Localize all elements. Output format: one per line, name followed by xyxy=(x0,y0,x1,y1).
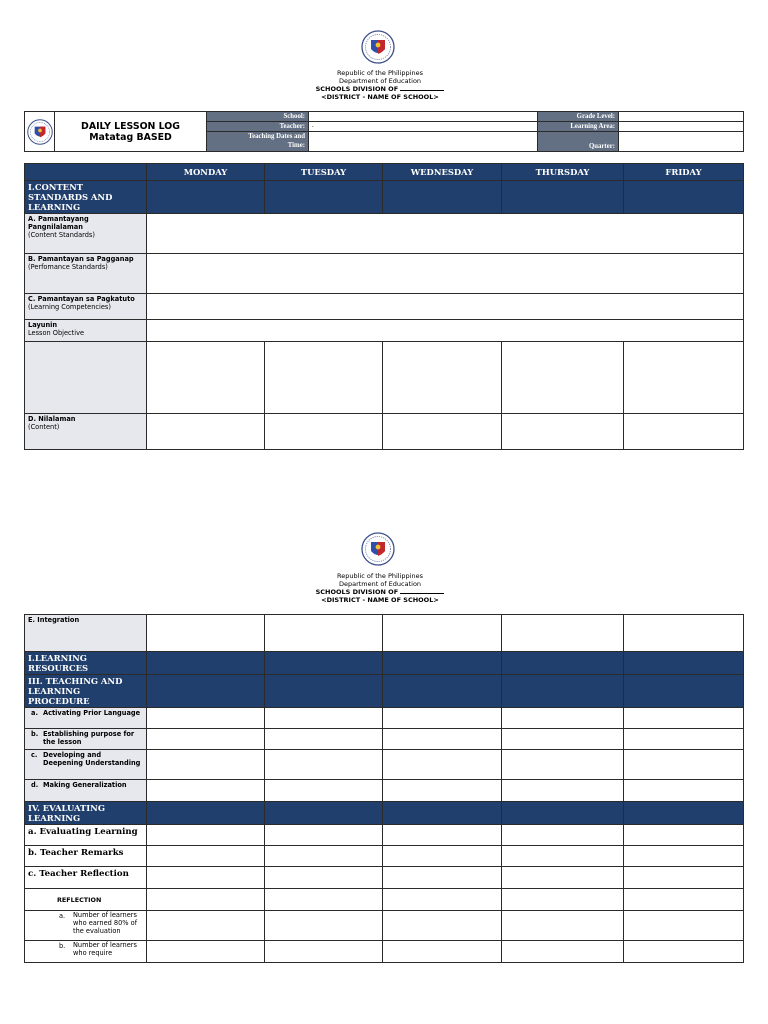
deped-seal-icon xyxy=(361,30,395,64)
cell-eval-b-wed[interactable] xyxy=(383,846,502,867)
cell-proc-d-fri[interactable] xyxy=(624,780,744,802)
department-text: Department of Education xyxy=(338,579,422,588)
cell-proc-a-tue[interactable] xyxy=(265,708,383,729)
cell-objective-wed[interactable] xyxy=(383,342,502,414)
refl-mark: b. xyxy=(59,942,66,950)
cell-proc-a-mon[interactable] xyxy=(147,708,265,729)
row-c-sub: (Learning Competencies) xyxy=(28,303,111,311)
dates-label-l1: Teaching Dates and xyxy=(248,133,305,140)
cell-proc-c-wed[interactable] xyxy=(383,750,502,780)
school-placeholder: <DISTRICT - NAME OF SCHOOL> xyxy=(321,595,439,604)
row-teacher-remarks: b. Teacher Remarks xyxy=(25,846,147,867)
cell-eval-b-fri[interactable] xyxy=(624,846,744,867)
content-standards-field[interactable] xyxy=(147,214,744,254)
proc-text: Developing and Deepening Understanding xyxy=(43,751,141,767)
cell-refl-a-wed[interactable] xyxy=(383,911,502,941)
info-logo xyxy=(25,112,55,152)
cell-eval-a-wed[interactable] xyxy=(383,825,502,846)
cell-eval-a-tue[interactable] xyxy=(265,825,383,846)
page2-header xyxy=(250,573,510,604)
cell-refl-b-mon[interactable] xyxy=(147,941,265,963)
refl-item-a xyxy=(25,911,147,941)
cell-content-wed[interactable] xyxy=(383,414,502,450)
row-b-title: B. Pamantayan sa Pagganap xyxy=(28,255,134,263)
school-placeholder: <DISTRICT - NAME OF SCHOOL> xyxy=(321,92,439,101)
row-b-sub: (Perfomance Standards) xyxy=(28,263,108,271)
row-c-title: C. Pamantayan sa Pagkatuto xyxy=(28,295,135,303)
proc-mark: b. xyxy=(31,730,39,738)
cell-eval-b-thu[interactable] xyxy=(502,846,624,867)
section-evaluating-learning: IV. EVALUATING LEARNING xyxy=(25,802,147,825)
cell-proc-d-wed[interactable] xyxy=(383,780,502,802)
school-field[interactable] xyxy=(309,112,538,122)
cell-refl-a-fri[interactable] xyxy=(624,911,744,941)
cell-proc-c-thu[interactable] xyxy=(502,750,624,780)
division-text: SCHOOLS DIVISION OF xyxy=(315,85,399,94)
row-a-sub: (Content Standards) xyxy=(28,231,95,239)
refl-mark: a. xyxy=(59,912,66,920)
log-table-page1 xyxy=(24,163,744,450)
day-friday: FRIDAY xyxy=(624,164,744,181)
cell-eval-c-tue[interactable] xyxy=(265,867,383,889)
grade-level-field[interactable] xyxy=(619,112,744,122)
info-table xyxy=(24,111,744,152)
teaching-dates-field[interactable] xyxy=(309,132,538,152)
row-content-standards xyxy=(25,214,147,254)
row-layunin-sub: Lesson Objective xyxy=(28,329,85,337)
quarter-field[interactable] xyxy=(619,132,744,152)
proc-mark: c. xyxy=(31,751,38,759)
republic-text: Republic of the Philippines xyxy=(337,572,423,580)
proc-establishing xyxy=(25,729,147,750)
proc-generalization xyxy=(25,780,147,802)
cell-content-mon[interactable] xyxy=(147,414,265,450)
cell-refl-b-thu[interactable] xyxy=(502,941,624,963)
refl-item-b xyxy=(25,941,147,963)
cell-proc-b-thu[interactable] xyxy=(502,729,624,750)
cell-objective-fri[interactable] xyxy=(624,342,744,414)
cell-proc-d-tue[interactable] xyxy=(265,780,383,802)
cell-proc-a-thu[interactable] xyxy=(502,708,624,729)
lesson-log-title xyxy=(55,112,207,152)
log-table-page2 xyxy=(24,614,744,963)
cell-refl-wed[interactable] xyxy=(383,889,502,911)
cell-integration-fri[interactable] xyxy=(624,615,744,652)
day-thursday: THURSDAY xyxy=(502,164,624,181)
deped-seal-icon xyxy=(361,532,395,566)
teacher-label: Teacher: xyxy=(207,122,309,132)
quarter-label: Quarter: xyxy=(538,132,619,152)
page1-header xyxy=(250,70,510,101)
cell-proc-b-wed[interactable] xyxy=(383,729,502,750)
proc-mark: d. xyxy=(31,781,39,789)
teaching-dates-label xyxy=(207,132,309,152)
cell-proc-c-tue[interactable] xyxy=(265,750,383,780)
cell-refl-tue[interactable] xyxy=(265,889,383,911)
row-learning-competencies xyxy=(25,294,147,320)
cell-refl-b-fri[interactable] xyxy=(624,941,744,963)
cell-eval-a-thu[interactable] xyxy=(502,825,624,846)
learning-competencies-field[interactable] xyxy=(147,294,744,320)
cell-refl-fri[interactable] xyxy=(624,889,744,911)
cell-eval-c-wed[interactable] xyxy=(383,867,502,889)
refl-text: Number of learners who earned 80% of the evaluation xyxy=(73,911,138,935)
cell-eval-c-fri[interactable] xyxy=(624,867,744,889)
proc-text: Establishing purpose for the lesson xyxy=(43,730,135,746)
cell-proc-b-fri[interactable] xyxy=(624,729,744,750)
cell-objective-tue[interactable] xyxy=(265,342,383,414)
cell-content-thu[interactable] xyxy=(502,414,624,450)
cell-proc-c-fri[interactable] xyxy=(624,750,744,780)
school-label: School: xyxy=(207,112,309,122)
cell-integration-mon[interactable] xyxy=(147,615,265,652)
row-a-title: A. Pamantayang Pangnilalaman xyxy=(28,215,89,231)
deped-seal-icon xyxy=(27,119,53,145)
republic-text: Republic of the Philippines xyxy=(337,69,423,77)
teacher-field[interactable]: . xyxy=(309,122,538,132)
row-d-sub: (Content) xyxy=(28,423,60,431)
cell-eval-b-mon[interactable] xyxy=(147,846,265,867)
cell-refl-a-thu[interactable] xyxy=(502,911,624,941)
corner-cell xyxy=(25,164,147,181)
day-monday: MONDAY xyxy=(147,164,265,181)
learning-area-field[interactable] xyxy=(619,122,744,132)
cell-refl-a-mon[interactable] xyxy=(147,911,265,941)
cell-integration-wed[interactable] xyxy=(383,615,502,652)
cell-proc-c-mon[interactable] xyxy=(147,750,265,780)
row-reflection: REFLECTION xyxy=(25,889,147,911)
title-line1: DAILY LESSON LOG xyxy=(81,120,180,132)
row-performance-standards xyxy=(25,254,147,294)
learning-area-label: Learning Area: xyxy=(538,122,619,132)
row-d-title: D. Nilalaman xyxy=(28,415,76,423)
proc-developing xyxy=(25,750,147,780)
row-integration: E. Integration xyxy=(25,615,147,652)
day-tuesday: TUESDAY xyxy=(265,164,383,181)
division-text: SCHOOLS DIVISION OF xyxy=(315,588,399,597)
refl-text: Number of learners who require xyxy=(73,941,137,957)
cell-eval-a-fri[interactable] xyxy=(624,825,744,846)
cell-proc-d-thu[interactable] xyxy=(502,780,624,802)
proc-mark: a. xyxy=(31,709,38,717)
cell-content-fri[interactable] xyxy=(624,414,744,450)
row-nilalaman xyxy=(25,414,147,450)
row-layunin-title: Layunin xyxy=(28,321,58,329)
cell-refl-a-tue[interactable] xyxy=(265,911,383,941)
cell-proc-b-tue[interactable] xyxy=(265,729,383,750)
proc-activating xyxy=(25,708,147,729)
row-evaluating-learning: a. Evaluating Learning xyxy=(25,825,147,846)
day-wednesday: WEDNESDAY xyxy=(383,164,502,181)
cell-eval-c-thu[interactable] xyxy=(502,867,624,889)
cell-content-tue[interactable] xyxy=(265,414,383,450)
cell-objective-thu[interactable] xyxy=(502,342,624,414)
cell-integration-thu[interactable] xyxy=(502,615,624,652)
cell-eval-a-mon[interactable] xyxy=(147,825,265,846)
layunin-field[interactable] xyxy=(147,320,744,342)
row-layunin xyxy=(25,320,147,342)
section-teaching-procedure: III. TEACHING AND LEARNING PROCEDURE xyxy=(25,675,147,708)
cell-refl-thu[interactable] xyxy=(502,889,624,911)
proc-text: Activating Prior Language xyxy=(43,709,141,717)
title-line2: Matatag BASED xyxy=(89,131,172,143)
section-learning-resources: I.LEARNING RESOURCES xyxy=(25,652,147,675)
grade-level-label: Grade Level: xyxy=(538,112,619,122)
row-teacher-reflection: c. Teacher Reflection xyxy=(25,867,147,889)
cell-proc-a-fri[interactable] xyxy=(624,708,744,729)
cell-proc-a-wed[interactable] xyxy=(383,708,502,729)
section-content-standards: I.CONTENT STANDARDS AND LEARNING xyxy=(25,181,147,214)
cell-eval-b-tue[interactable] xyxy=(265,846,383,867)
cell-objective-mon[interactable] xyxy=(147,342,265,414)
cell-refl-mon[interactable] xyxy=(147,889,265,911)
dates-label-l2: Time: xyxy=(287,142,305,149)
cell-refl-b-wed[interactable] xyxy=(383,941,502,963)
cell-proc-b-mon[interactable] xyxy=(147,729,265,750)
cell-eval-c-mon[interactable] xyxy=(147,867,265,889)
cell-refl-b-tue[interactable] xyxy=(265,941,383,963)
cell-proc-d-mon[interactable] xyxy=(147,780,265,802)
department-text: Department of Education xyxy=(338,76,422,85)
performance-standards-field[interactable] xyxy=(147,254,744,294)
row-blank-label xyxy=(25,342,147,414)
proc-text: Making Generalization xyxy=(43,781,127,789)
cell-integration-tue[interactable] xyxy=(265,615,383,652)
